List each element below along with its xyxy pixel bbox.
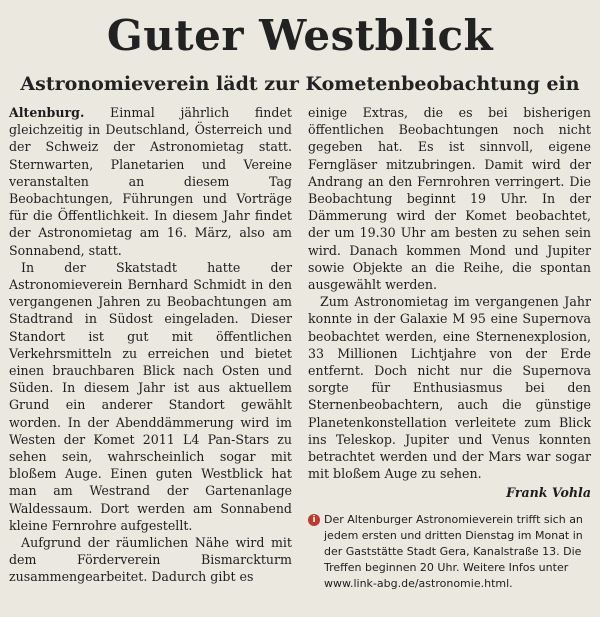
- dateline: Altenburg.: [9, 105, 85, 120]
- author-byline: Frank Vohla: [506, 485, 591, 501]
- paragraph: [9, 104, 292, 259]
- paragraph: einige Extras, die es bei bisherigen öffentlichen Beobachtungen noch nicht gegeben hat. Es ist sinnvoll, eigene Ferngläser mitzubringen. Damit wird der Andrang an den Fernrohren verringert. Die Beobachtung beginnt 19 Uhr. In der Dämmerung wird der Komet beobachtet, der um 19.30 Uhr am besten zu sehen sein wird. Danach kommen Mond und Jupiter sowie Objekte an die Reihe, die spontan ausgewählt werden.: [308, 105, 591, 293]
- paragraph: Zum Astronomietag im vergangenen Jahr konnte in der Galaxie M 95 eine Supernova beobachtet werden, eine Sternenexplosion, 33 Millionen Lichtjahre von der Erde entfernt. Doch nicht nur die Supernova sorgte für Enthusiasmus bei den Sternenbeobachtern, auch die günstige Planetenkonstellation verleitete zum Blick ins Teleskop. Jupiter und Venus konnten betrachtet werden und der Mars war sogar mit bloßem Auge zu sehen.: [308, 294, 591, 482]
- info-text: Der Altenburger Astronomieverein trifft sich an jedem ersten und dritten Dienstag im Monat in der Gaststätte Stadt Gera, Kanalstraße 13. Die Treffen beginnen 20 Uhr. Weitere Infos unter www.link-abg.de/astronomie.html.: [324, 512, 583, 590]
- info-icon: i: [308, 514, 320, 526]
- paragraph: In der Skatstadt hatte der Astronomieverein Bernhard Schmidt in den vergangenen Jahren zu Beobachtungen am Stadtrand in Südost eingeladen. Dieser Standort ist gut mit öffentlichen Verkehrsmitteln zu erreichen und bietet einen brauchbaren Blick nach Osten und Süden. In diesem Jahr ist aus aktuellem Grund ein anderer Standort gewählt worden. In der Abenddämmerung wird im Westen der Komet 2011 L4 Pan-Stars zu sehen sein, wahrscheinlich sogar mit bloßem Auge. Einen guten Westblick hat man am Westrand der Gartenanlage Waldessaum. Dort werden am Sonnabend kleine Fernrohre aufgestellt.: [9, 259, 292, 533]
- article-columns: [9, 104, 591, 592]
- column-right: [308, 104, 591, 592]
- info-box: [308, 512, 591, 592]
- headline: Guter Westblick: [106, 11, 494, 60]
- paragraph-text: Einmal jährlich findet gleichzeitig in Deutschland, Österreich und der Schweiz der Astronomietag statt. Sternwarten, Planetarien und Vereine veranstalten an diesem Tag Beobachtungen, Führungen und Vorträge für die Öffentlichkeit. In diesem Jahr findet der Astronomietag am 16. März, also am Sonnabend, statt.: [9, 105, 292, 258]
- paragraph: Aufgrund der räumlichen Nähe wird mit dem Förderverein Bismarckturm zusammengearbeitet. Dadurch gibt es: [9, 535, 292, 585]
- subheadline: Astronomieverein lädt zur Kometenbeobachtung ein: [20, 73, 580, 95]
- column-left: [9, 104, 292, 592]
